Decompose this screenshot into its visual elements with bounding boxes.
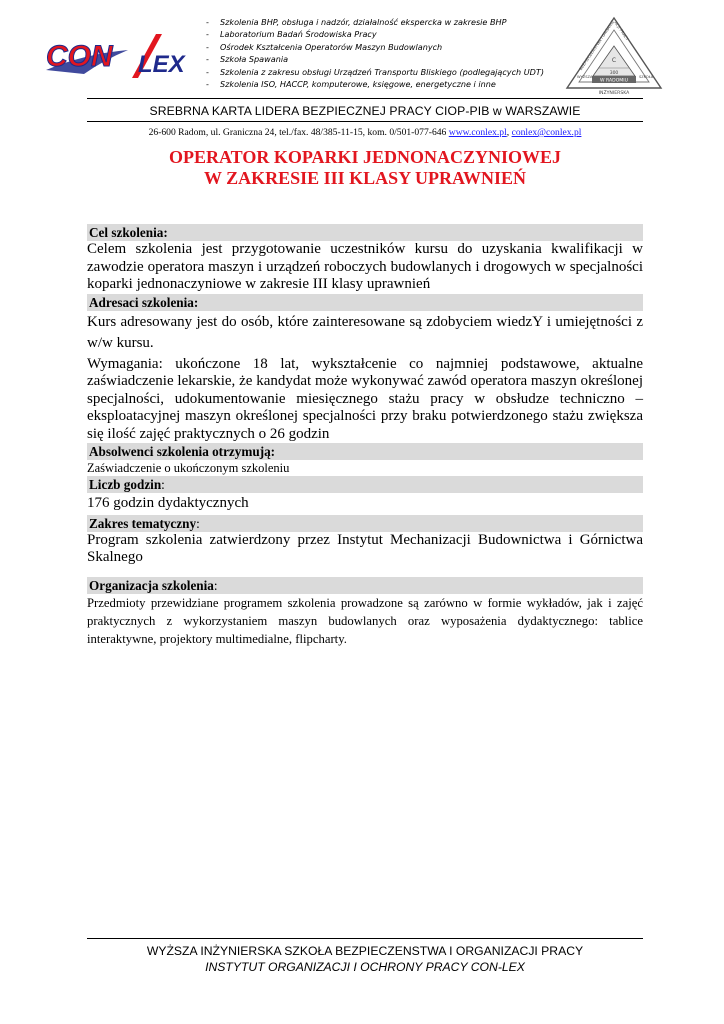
- service-item: - Ośrodek Kształcenia Operatorów Maszyn Budowlanych: [206, 41, 546, 53]
- section-heading-cel: Cel szkolenia:: [87, 224, 643, 241]
- zakres-heading-colon: :: [196, 515, 200, 531]
- seal-number: 300: [609, 71, 619, 76]
- service-item: - Laboratorium Badań Środowiska Pracy: [206, 28, 546, 40]
- logo-text-con: CON: [46, 40, 113, 73]
- section-text-cel: Celem szkolenia jest przygotowanie uczestników kursu do uzyskania kwalifikacji w zawodzie operatora maszyn i urządzeń roboczych budowlanych i drogowych w specjalności koparki jednonaczyniowe w zakresie III klasy uprawnień: [87, 241, 643, 292]
- section-heading-adresaci: Adresaci szkolenia:: [87, 294, 643, 311]
- section-text-organizacja: Przedmioty przewidziane programem szkolenia prowadzone są zarówno w formie wykładów, jak i zajęć praktycznych z wykorzystaniem maszyn budowlanych oraz wyposażenia dydaktycznego: tablice interaktywne, projektory multimedialne, flipcharty.: [87, 595, 643, 646]
- organizacja-heading-colon: :: [213, 577, 218, 593]
- address-separator: ,: [506, 127, 510, 138]
- logo-text-lex: LEX: [138, 51, 185, 78]
- contact-address: [87, 127, 643, 138]
- section-text-zakres: Program szkolenia zatwierdzony przez Instytut Mechanizacji Budownictwa i Górnictwa Skalnego: [87, 531, 643, 565]
- school-seal-graphic: [565, 16, 663, 96]
- liczba-heading-label: Liczb godzin: [89, 477, 162, 492]
- course-details: [87, 224, 643, 648]
- section-heading-liczba: [87, 476, 643, 493]
- footer-institute-name: INSTYTUT ORGANIZACJI I OCHRONY PRACY CON-LEX: [205, 960, 525, 974]
- section-text-absolwenci: Zaświadczenie o ukończonym szkoleniu: [87, 461, 290, 475]
- seal-city: W RADOMIU: [600, 78, 628, 84]
- footer-divider: [87, 938, 643, 939]
- section-text-adresaci: Kurs adresowany jest do osób, które zainteresowane są zdobyciem wiedzY i umiejętności z w/w kursu.: [87, 313, 643, 351]
- conlex-logo: [44, 30, 186, 82]
- section-heading-absolwenci: Absolwenci szkolenia otrzymują:: [87, 443, 643, 460]
- title-line-1: OPERATOR KOPARKI JEDNONACZYNIOWEJ: [168, 147, 562, 167]
- page-title: [87, 147, 643, 189]
- section-text-wymagania: Wymagania: ukończone 18 lat, wykształcenie co najmniej podstawowe, aktualne zaświadczenie lekarskie, że kandydat może wykonywać zawód operatora maszyn określonej specjalności, udokumentowanie miesięcznego stażu pracy w obsłudze techniczno – eksploatacyjnej maszyn określonej specjalności przy braku potwierdzonego stażu zwiększa się ilość zajęć praktycznych o 26 godzin: [87, 355, 643, 442]
- conlex-logo-graphic: [44, 30, 186, 82]
- seal-side-right: SZKOŁA: [639, 75, 654, 79]
- liczba-heading-colon: :: [161, 477, 165, 492]
- section-text-liczba: 176 godzin dydaktycznych: [87, 495, 249, 511]
- seal-side-left: WYŻSZA: [577, 75, 593, 79]
- service-item: - Szkolenia ISO, HACCP, komputerowe, księgowe, energetyczne i inne: [206, 78, 546, 90]
- seal-letter: C: [611, 57, 617, 64]
- footer: [87, 940, 643, 975]
- section-heading-zakres: [87, 515, 643, 532]
- address-text: 26-600 Radom, ul. Graniczna 24, tel./fax. 48/385-11-15, kom. 0/501-077-646: [148, 127, 447, 138]
- service-item: - Szkolenia BHP, obsługa i nadzór, działalność ekspercka w zakresie BHP: [206, 16, 546, 28]
- email-link[interactable]: conlex@conlex.pl: [511, 127, 582, 138]
- karta-lidera-banner: SREBRNA KARTA LIDERA BEZPIECZNEJ PRACY CIOP-PIB w WARSZAWIE: [149, 104, 581, 118]
- services-list: [206, 16, 546, 90]
- section-heading-organizacja: [87, 577, 643, 594]
- karta-divider: [87, 121, 643, 122]
- zakres-heading-label: Zakres tematyczny: [89, 515, 197, 531]
- header-divider: [87, 98, 643, 99]
- service-item: - Szkolenia z zakresu obsługi Urządzeń Transportu Bliskiego (podlegających UDT): [206, 66, 546, 78]
- service-item: - Szkoła Spawania: [206, 53, 546, 65]
- seal-ring-text: BEZPIECZEŃSTWA I ORGANIZACJI PRACY: [577, 19, 630, 72]
- seal-bottom-text: INŻYNIERSKA: [598, 91, 630, 96]
- footer-school-name: WYŻSZA INŻYNIERSKA SZKOŁA BEZPIECZENSTWA I ORGANIZACJI PRACY: [146, 944, 584, 958]
- organizacja-heading-label: Organizacja szkolenia: [89, 577, 214, 593]
- title-line-2: W ZAKRESIE III KLASY UPRAWNIEŃ: [203, 168, 527, 188]
- website-link[interactable]: www.conlex.pl: [448, 127, 507, 138]
- school-seal: [565, 16, 663, 96]
